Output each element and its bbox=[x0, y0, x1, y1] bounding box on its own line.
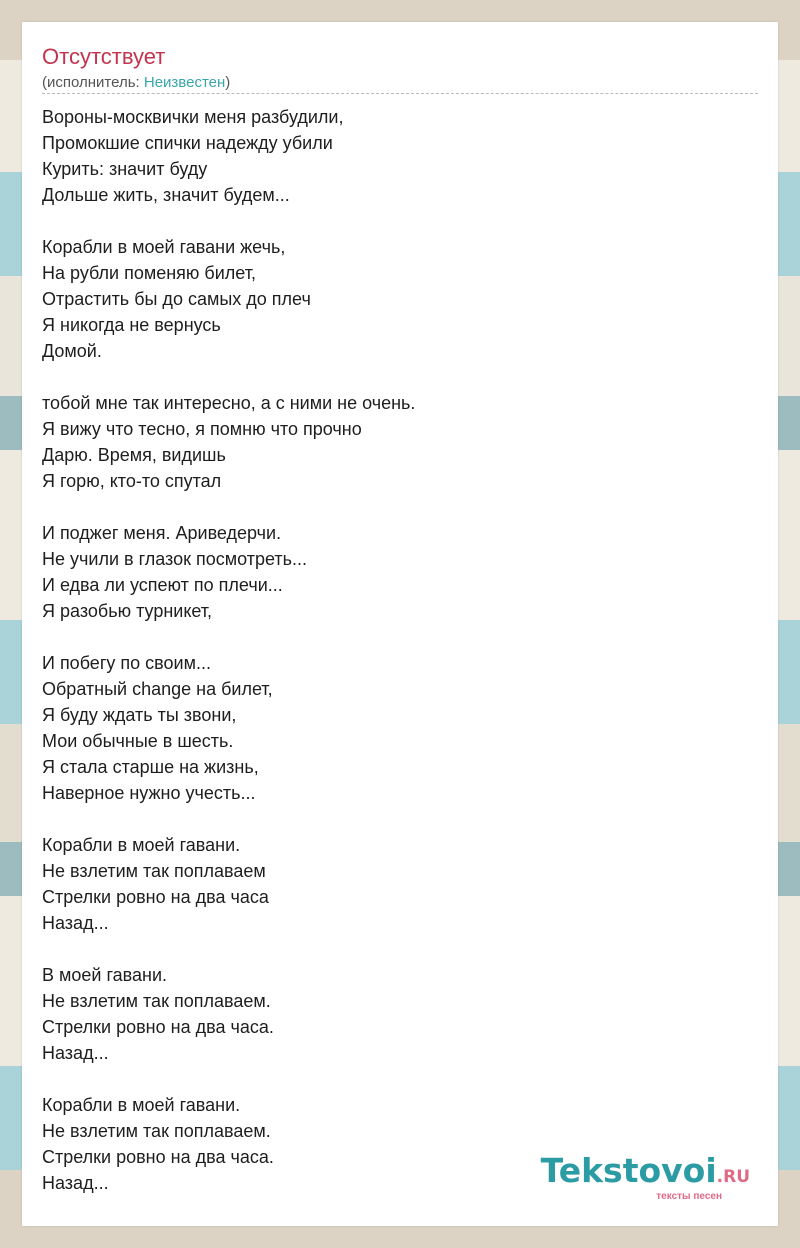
lyric-line: Я вижу что тесно, я помню что прочно bbox=[42, 419, 362, 439]
lyric-line: Я буду ждать ты звони, bbox=[42, 705, 237, 725]
lyric-line: Не взлетим так поплаваем. bbox=[42, 991, 271, 1011]
lyrics-text bbox=[42, 104, 762, 1196]
lyric-line: Стрелки ровно на два часа bbox=[42, 887, 269, 907]
lyric-line: Назад... bbox=[42, 913, 109, 933]
lyric-line: Промокшие спички надежду убили bbox=[42, 133, 333, 153]
lyric-line: Я разобью турникет, bbox=[42, 601, 213, 621]
lyric-line: И побегу по своим... bbox=[42, 653, 211, 673]
stanza-gap bbox=[42, 364, 762, 390]
stanza-gap bbox=[42, 806, 762, 832]
lyric-line: Вороны-москвички меня разбудили, bbox=[42, 107, 344, 127]
lyric-line: Дарю. Время, видишь bbox=[42, 445, 226, 465]
lyric-line: Не взлетим так поплаваем. bbox=[42, 1121, 271, 1141]
lyric-line: Дольше жить, значит будем... bbox=[42, 185, 290, 205]
lyric-line: Стрелки ровно на два часа. bbox=[42, 1017, 274, 1037]
lyric-line: И поджег меня. Ариведерчи. bbox=[42, 523, 282, 543]
lyric-line: Курить: значит буду bbox=[42, 159, 208, 179]
lyric-line: Корабли в моей гавани жечь, bbox=[42, 237, 286, 257]
site-logo[interactable] bbox=[541, 1153, 750, 1202]
lyric-line: И едва ли успеют по плечи... bbox=[42, 575, 283, 595]
lyric-line: Обратный change на билет, bbox=[42, 679, 273, 699]
lyric-line: Мои обычные в шесть. bbox=[42, 731, 234, 751]
stanza-gap bbox=[42, 936, 762, 962]
lyric-line: Не учили в глазок посмотреть... bbox=[42, 549, 308, 569]
lyric-line: Я горю, кто-то спутал bbox=[42, 471, 222, 491]
artist-suffix: ) bbox=[225, 74, 231, 91]
artist-line bbox=[42, 74, 230, 92]
lyric-line: Стрелки ровно на два часа. bbox=[42, 1147, 274, 1167]
logo-name: Tekstovoi bbox=[540, 1151, 717, 1190]
lyric-line: Я стала старше на жизнь, bbox=[42, 757, 259, 777]
lyric-line: Домой. bbox=[42, 341, 102, 361]
stanza-gap bbox=[42, 1066, 762, 1092]
lyric-line: Назад... bbox=[42, 1173, 109, 1193]
stanza-gap bbox=[42, 624, 762, 650]
stanza-gap bbox=[42, 208, 762, 234]
lyric-line: Я никогда не вернусь bbox=[42, 315, 221, 335]
lyric-line: Корабли в моей гавани. bbox=[42, 835, 241, 855]
lyric-line: тобой мне так интересно, а с ними не очень. bbox=[42, 393, 416, 413]
logo-wordmark bbox=[541, 1153, 750, 1195]
artist-link[interactable]: Неизвестен bbox=[143, 74, 226, 91]
lyric-line: Не взлетим так поплаваем bbox=[42, 861, 266, 881]
lyric-line: На рубли поменяю билет, bbox=[42, 263, 256, 283]
lyric-line: Наверное нужно учесть... bbox=[42, 783, 256, 803]
artist-prefix: (исполнитель: bbox=[42, 74, 144, 91]
song-title: Отсутствует bbox=[42, 44, 166, 69]
lyric-line: Корабли в моей гавани. bbox=[42, 1095, 241, 1115]
lyric-line: Отрастить бы до самых до плеч bbox=[42, 289, 311, 309]
lyric-line: В моей гавани. bbox=[42, 965, 168, 985]
stanza-gap bbox=[42, 494, 762, 520]
logo-tld: .RU bbox=[716, 1167, 750, 1187]
title-divider bbox=[42, 93, 758, 94]
logo-tagline: тексты песен bbox=[656, 1191, 722, 1202]
lyric-line: Назад... bbox=[42, 1043, 109, 1063]
lyrics-card bbox=[22, 22, 778, 1226]
